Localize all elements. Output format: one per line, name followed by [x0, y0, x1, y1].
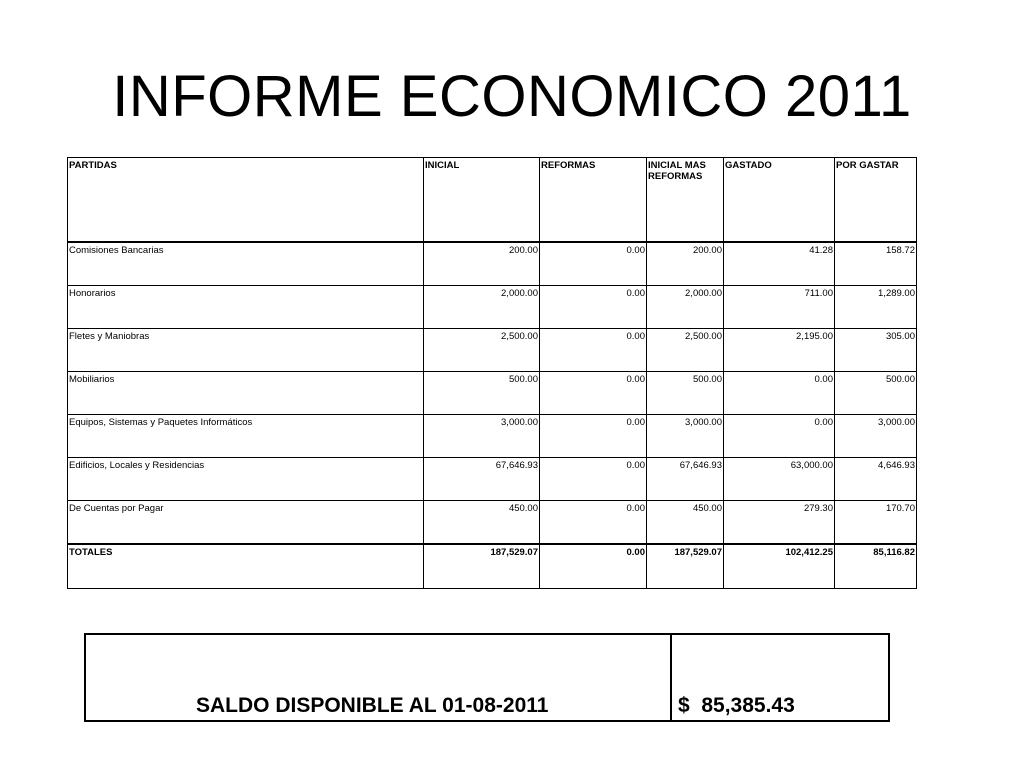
cell-inicial-mas-reformas: 500.00	[647, 372, 724, 415]
cell-gastado: 2,195.00	[724, 329, 835, 372]
saldo-label-cell	[86, 635, 672, 720]
table-row	[68, 329, 917, 372]
cell-inicial-mas-reformas: 67,646.93	[647, 458, 724, 501]
cell-partida: Equipos, Sistemas y Paquetes Informáticos	[68, 415, 424, 458]
totals-reformas: 0.00	[540, 544, 647, 589]
header-inicial-mas-reformas: INICIAL MAS REFORMAS	[647, 158, 724, 243]
budget-table	[67, 157, 917, 589]
cell-inicial-mas-reformas: 3,000.00	[647, 415, 724, 458]
totals-por-gastar: 85,116.82	[835, 544, 917, 589]
totals-gastado: 102,412.25	[724, 544, 835, 589]
cell-gastado: 63,000.00	[724, 458, 835, 501]
cell-por-gastar: 158.72	[835, 242, 917, 286]
table-header-row	[68, 158, 917, 243]
table-row	[68, 501, 917, 545]
cell-reformas: 0.00	[540, 501, 647, 545]
cell-partida: De Cuentas por Pagar	[68, 501, 424, 545]
totals-label: TOTALES	[68, 544, 424, 589]
cell-inicial: 67,646.93	[424, 458, 540, 501]
cell-inicial-mas-reformas: 2,000.00	[647, 286, 724, 329]
table-row	[68, 458, 917, 501]
cell-gastado: 279.30	[724, 501, 835, 545]
header-gastado: GASTADO	[724, 158, 835, 243]
cell-por-gastar: 3,000.00	[835, 415, 917, 458]
cell-inicial: 200.00	[424, 242, 540, 286]
table-row	[68, 372, 917, 415]
saldo-value: $ 85,385.43	[678, 694, 795, 717]
totals-row	[68, 544, 917, 589]
cell-gastado: 41.28	[724, 242, 835, 286]
cell-partida: Comisiones Bancarias	[68, 242, 424, 286]
cell-inicial: 2,500.00	[424, 329, 540, 372]
cell-inicial-mas-reformas: 200.00	[647, 242, 724, 286]
saldo-value-cell	[672, 635, 888, 720]
cell-inicial-mas-reformas: 450.00	[647, 501, 724, 545]
header-reformas: REFORMAS	[540, 158, 647, 243]
cell-gastado: 711.00	[724, 286, 835, 329]
cell-por-gastar: 500.00	[835, 372, 917, 415]
header-inicial: INICIAL	[424, 158, 540, 243]
cell-reformas: 0.00	[540, 329, 647, 372]
saldo-label: SALDO DISPONIBLE AL 01-08-2011	[196, 694, 549, 717]
cell-reformas: 0.00	[540, 372, 647, 415]
cell-inicial: 3,000.00	[424, 415, 540, 458]
cell-inicial: 2,000.00	[424, 286, 540, 329]
cell-por-gastar: 305.00	[835, 329, 917, 372]
cell-reformas: 0.00	[540, 242, 647, 286]
cell-reformas: 0.00	[540, 415, 647, 458]
cell-partida: Mobiliarios	[68, 372, 424, 415]
table-row	[68, 242, 917, 286]
totals-inicial-mas-reformas: 187,529.07	[647, 544, 724, 589]
cell-gastado: 0.00	[724, 415, 835, 458]
cell-gastado: 0.00	[724, 372, 835, 415]
cell-inicial: 500.00	[424, 372, 540, 415]
header-por-gastar: POR GASTAR	[835, 158, 917, 243]
cell-reformas: 0.00	[540, 458, 647, 501]
table-row	[68, 415, 917, 458]
cell-por-gastar: 4,646.93	[835, 458, 917, 501]
saldo-box	[84, 633, 890, 722]
cell-reformas: 0.00	[540, 286, 647, 329]
cell-por-gastar: 1,289.00	[835, 286, 917, 329]
cell-partida: Edificios, Locales y Residencias	[68, 458, 424, 501]
cell-inicial: 450.00	[424, 501, 540, 545]
totals-inicial: 187,529.07	[424, 544, 540, 589]
table-row	[68, 286, 917, 329]
cell-por-gastar: 170.70	[835, 501, 917, 545]
slide-title: INFORME ECONOMICO 2011	[112, 64, 912, 129]
cell-partida: Honorarios	[68, 286, 424, 329]
header-partidas: PARTIDAS	[68, 158, 424, 243]
cell-inicial-mas-reformas: 2,500.00	[647, 329, 724, 372]
cell-partida: Fletes y Maniobras	[68, 329, 424, 372]
